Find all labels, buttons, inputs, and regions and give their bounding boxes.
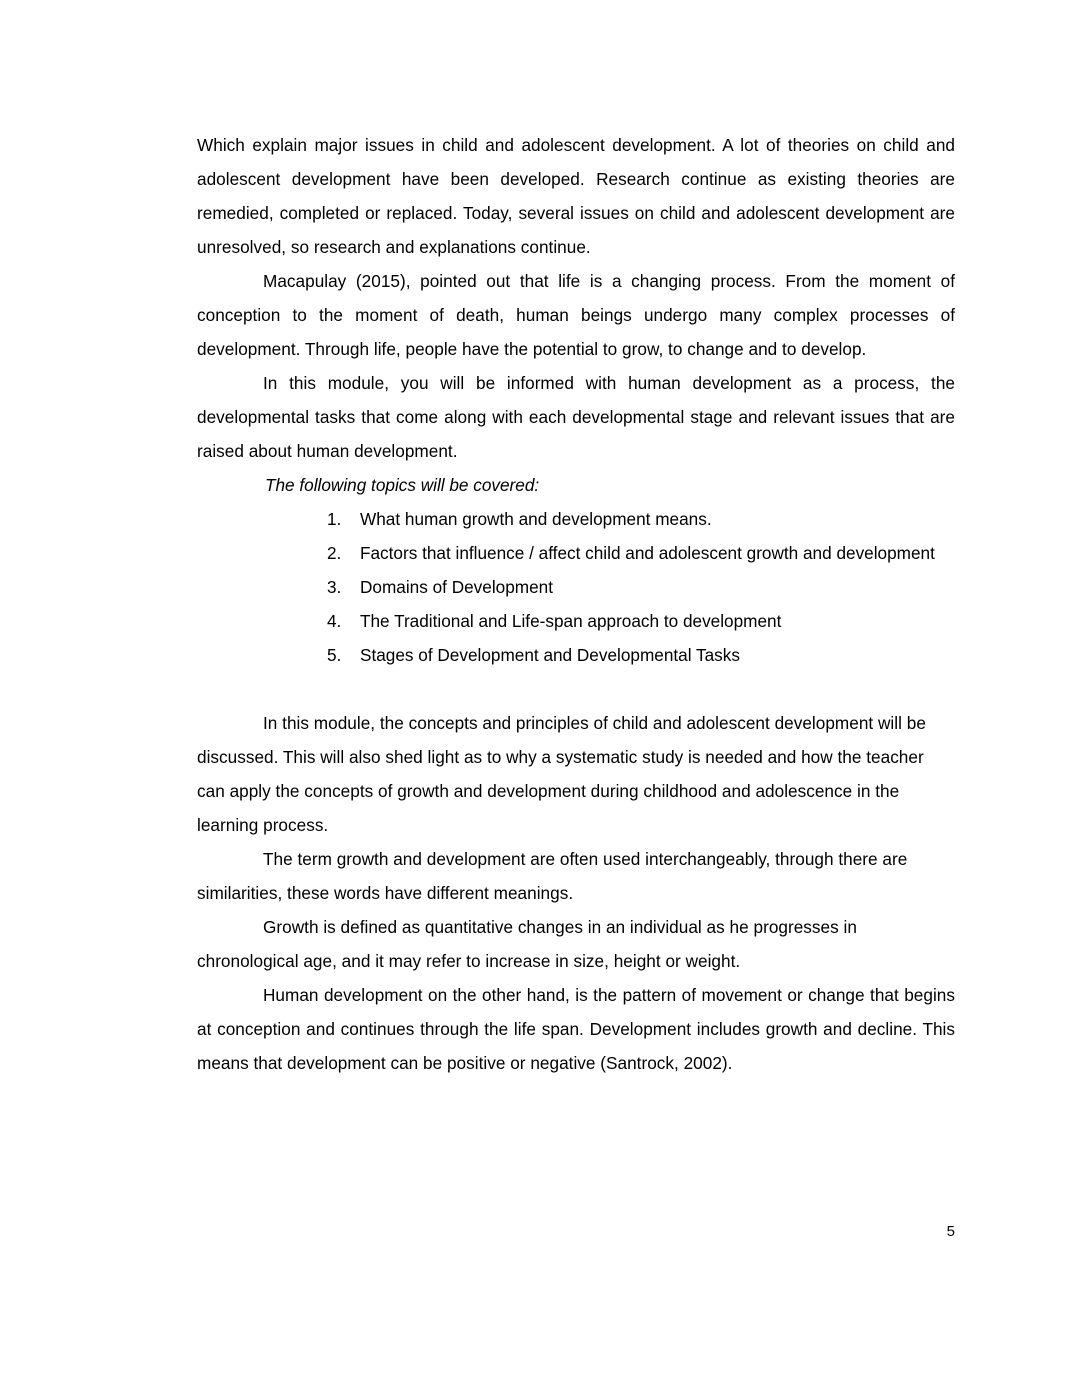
list-item-number: 2.	[327, 543, 342, 563]
topics-list	[197, 502, 955, 672]
paragraph-module-overview: In this module, you will be informed with human development as a process, the developmental tasks that come along with each developmental stage and relevant issues that are raised about human development.	[197, 373, 955, 461]
topics-heading: The following topics will be covered:	[265, 475, 540, 495]
list-item-number: 3.	[327, 577, 342, 597]
paragraph-concepts-principles: In this module, the concepts and principles of child and adolescent development will be discussed. This will also shed light as to why a systematic study is needed and how the teacher can apply the concepts of growth and development during childhood and adolescence in the learning process.	[197, 713, 926, 835]
list-item-label: The Traditional and Life-span approach to development	[360, 611, 782, 631]
list-item-label: What human growth and development means.	[360, 509, 712, 529]
list-item	[197, 570, 955, 604]
page-number: 5	[946, 1223, 955, 1240]
list-item	[197, 536, 955, 570]
paragraph-intro: Which explain major issues in child and adolescent development. A lot of theories on child and adolescent development have been developed. Research continue as existing theories are remedied, completed or replaced. Today, several issues on child and adolescent development are unresolved, so research and explanations continue.	[197, 135, 955, 257]
paragraph-macapulay: Macapulay (2015), pointed out that life is a changing process. From the moment of conception to the moment of death, human beings undergo many complex processes of development. Through life, people have the potential to grow, to change and to develop.	[197, 271, 955, 359]
list-item-number: 5.	[327, 645, 342, 665]
spacer	[197, 672, 955, 706]
list-item-label: Stages of Development and Developmental Tasks	[360, 645, 740, 665]
list-item	[197, 502, 955, 536]
page-body	[197, 128, 955, 1080]
list-item	[197, 638, 955, 672]
list-item	[197, 604, 955, 638]
list-item-label: Factors that influence / affect child and adolescent growth and development	[360, 543, 935, 563]
list-item-number: 4.	[327, 611, 342, 631]
list-item-label: Domains of Development	[360, 577, 553, 597]
paragraph-growth-vs-development: The term growth and development are often used interchangeably, through there are similarities, these words have different meanings.	[197, 849, 908, 903]
list-item-number: 1.	[327, 509, 342, 529]
paragraph-human-development: Human development on the other hand, is the pattern of movement or change that begins at conception and continues through the life span. Development includes growth and decline. This means that development can be positive or negative (Santrock, 2002).	[197, 985, 955, 1073]
paragraph-growth-definition: Growth is defined as quantitative changes in an individual as he progresses in chronological age, and it may refer to increase in size, height or weight.	[197, 917, 857, 971]
